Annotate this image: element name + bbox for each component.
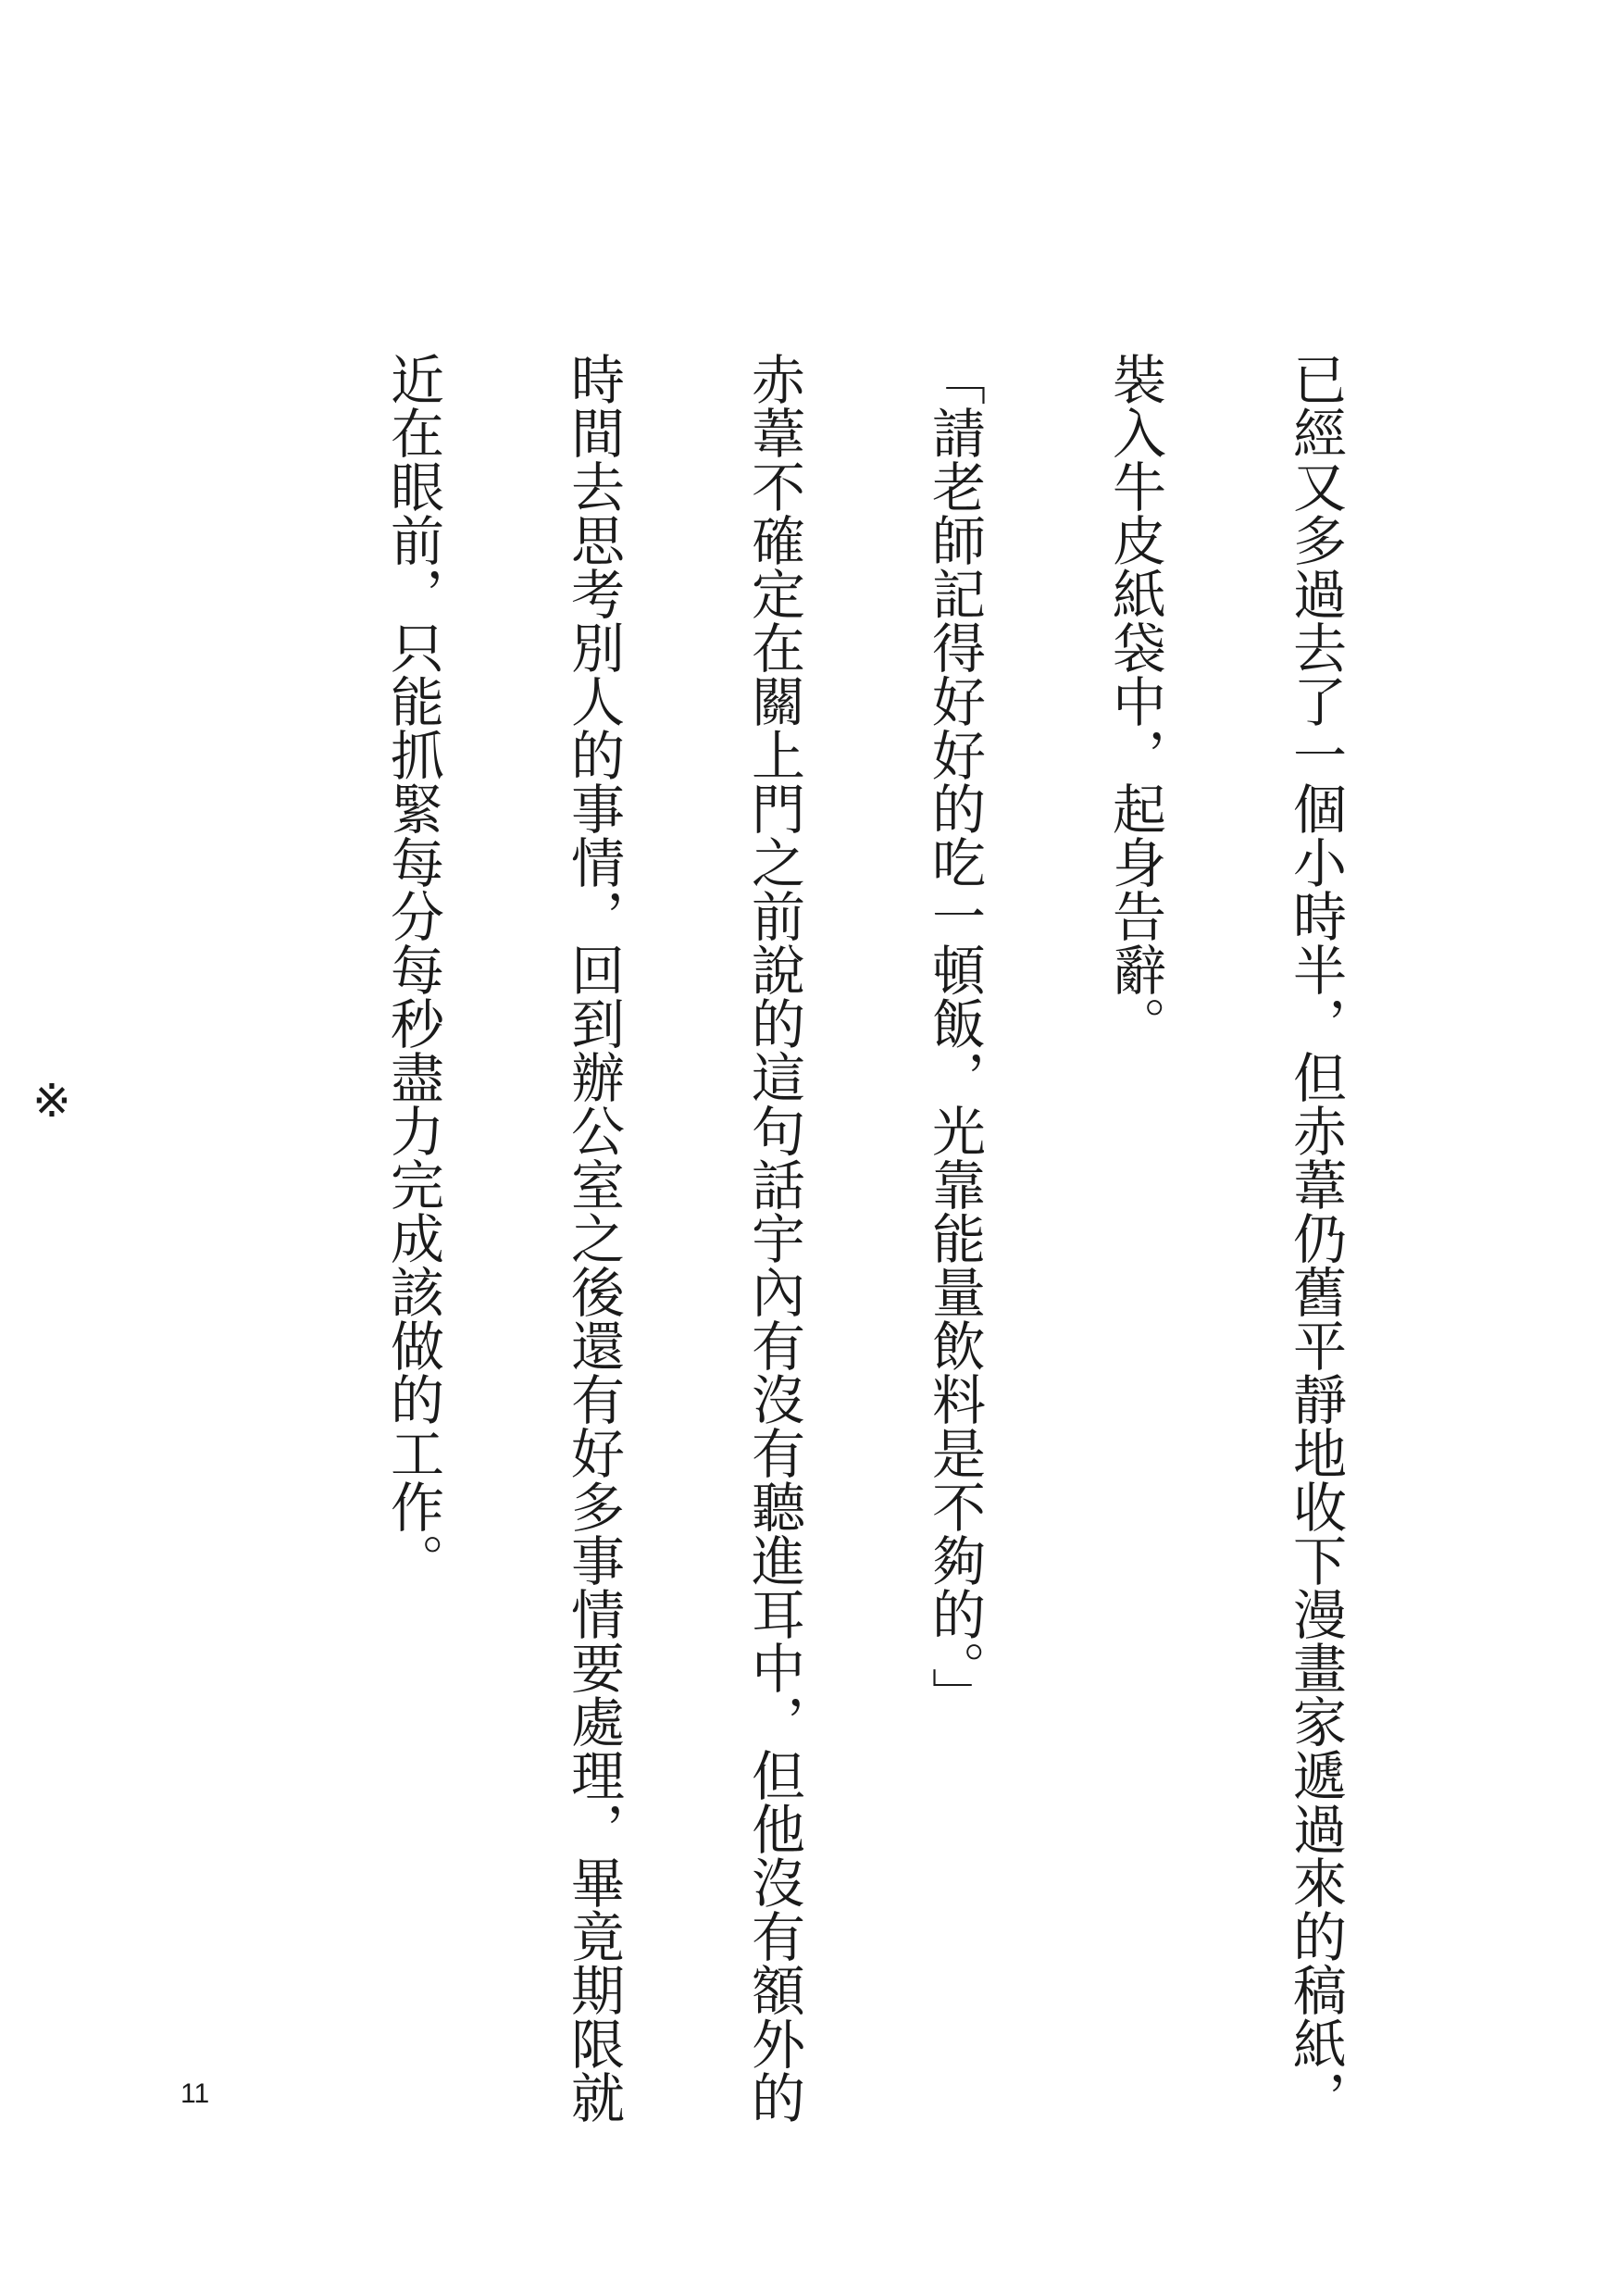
text-line: 赤葦不確定在關上門之前說的這句話宇內有沒有聽進耳中，但他沒有額外的 (742, 352, 805, 2124)
page-number: 11 (180, 2078, 210, 2109)
text-line: 近在眼前，只能抓緊每分每秒盡力完成該做的工作。 (381, 352, 444, 1587)
blank-column (202, 352, 262, 2018)
text-line: 「請老師記得好好的吃一頓飯，光靠能量飲料是不夠的。」 (923, 352, 986, 1721)
text-line: 已經又多過去了一個小時半，但赤葦仍舊平靜地收下漫畫家遞過來的稿紙， (1284, 352, 1347, 2124)
text-line: 裝入牛皮紙袋中，起身告辭。 (1103, 352, 1166, 1050)
scene-break-mark: ※ (25, 1074, 79, 1128)
text-line: 時間去思考別人的事情，回到辦公室之後還有好多事情要處理，畢竟期限就 (562, 352, 625, 2124)
